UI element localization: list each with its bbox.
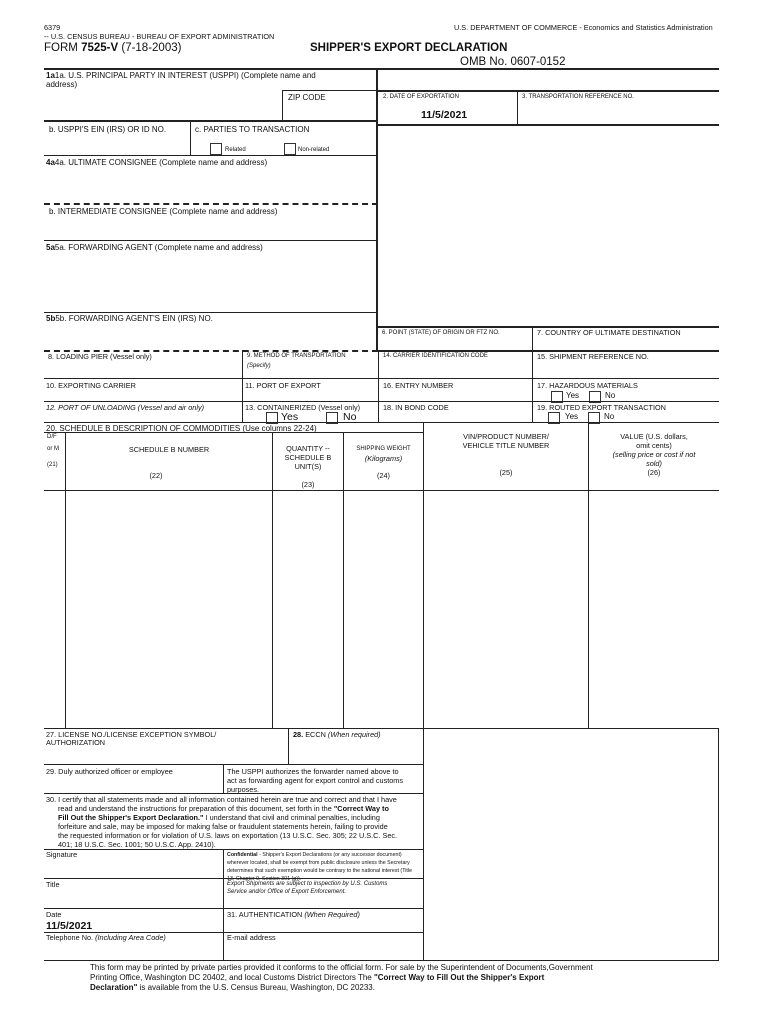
field-5a-label: 5a5a. FORWARDING AGENT (Complete name and address) bbox=[46, 243, 263, 252]
confidential-notice: Confidential - Shipper's Export Declarations (or any successor document) wherever located, shall be exempt from public disclosure unless the Secretary determines that such exemption would be contrary to the national interest (Title 13, Chapter 9, Section 301 (g)). bbox=[227, 852, 412, 882]
col-line-weight bbox=[423, 422, 424, 960]
containerized-no-label: No bbox=[343, 411, 357, 423]
field-15-label: 15. SHIPMENT REFERENCE NO. bbox=[537, 352, 649, 361]
col-df-3: (21) bbox=[47, 462, 58, 468]
signature-field[interactable] bbox=[44, 860, 222, 878]
footer-notice: This form may be printed by private parties provided it conforms to the official form. For sale by the Superintendent of Documents,Government Printing Office, Washington DC 20402, and local Customs District Directors The "Correct Way to Fill Out the Shipper's Export Declaration" is available from the U.S. Census Bureau, Washington, DC 20233. bbox=[90, 963, 593, 992]
col-qty-3: UNIT(S) bbox=[294, 462, 322, 471]
field-20-label: 20. SCHEDULE B DESCRIPTION OF COMMODITIES (Use columns 22-24) bbox=[46, 424, 317, 433]
field-11-label: 11. PORT OF EXPORT bbox=[245, 381, 321, 390]
field-1c-label: c. PARTIES TO TRANSACTION bbox=[195, 125, 310, 134]
line-27-top bbox=[44, 728, 719, 729]
col-schedb-num: (22) bbox=[149, 471, 163, 480]
form-prefix: FORM bbox=[44, 42, 78, 54]
top-border bbox=[44, 68, 719, 70]
field-1b-label: b. USPPI'S EIN (IRS) OR ID NO. bbox=[49, 125, 167, 134]
col-schedb-label: SCHEDULE B NUMBER bbox=[128, 445, 210, 454]
hazardous-yes-label: Yes bbox=[566, 391, 580, 400]
line-20-header-bottom bbox=[44, 432, 423, 433]
col-value-2: omit cents) bbox=[636, 441, 672, 450]
line-20-top bbox=[44, 422, 719, 423]
field-6-label: 6. POINT (STATE) OF ORIGIN OR FTZ NO. bbox=[382, 330, 500, 336]
non-related-label: Non-related bbox=[298, 147, 330, 153]
form-number bbox=[44, 42, 181, 55]
col-vin-1: VIN/PRODUCT NUMBER/ bbox=[463, 432, 549, 441]
field-16-label: 16. ENTRY NUMBER bbox=[383, 381, 454, 390]
col-value-3: (selling price or cost if not bbox=[612, 450, 696, 459]
field-4b-label: b. INTERMEDIATE CONSIGNEE (Complete name and address) bbox=[49, 207, 278, 216]
line-1b-divider bbox=[190, 120, 191, 155]
schedule-b-number-cell[interactable] bbox=[66, 491, 271, 727]
date-label: Date bbox=[46, 910, 62, 919]
routed-yes-label: Yes bbox=[565, 412, 579, 421]
zip-left-line bbox=[282, 90, 283, 120]
line-10-top bbox=[44, 378, 719, 379]
col-value-num: (26) bbox=[647, 468, 661, 477]
center-divider bbox=[376, 68, 378, 352]
field-3-label: 3. TRANSPORTATION REFERENCE NO. bbox=[522, 94, 634, 100]
field-19-label: 19. ROUTED EXPORT TRANSACTION bbox=[537, 403, 666, 412]
non-related-checkbox[interactable] bbox=[284, 143, 296, 155]
col-df-1: D/F bbox=[47, 434, 57, 440]
field-18-label: 18. IN BOND CODE bbox=[383, 403, 449, 412]
field-7-label: 7. COUNTRY OF ULTIMATE DESTINATION bbox=[537, 328, 681, 337]
title-label: Title bbox=[46, 880, 60, 889]
col-qty-num: (23) bbox=[301, 480, 315, 489]
agency-name: -- U.S. CENSUS BUREAU - BUREAU OF EXPORT ADMINISTRATION bbox=[44, 32, 275, 41]
email-label: E-mail address bbox=[227, 933, 276, 942]
line-27-28-divider bbox=[288, 728, 289, 764]
col-vin-2: VEHICLE TITLE NUMBER bbox=[462, 441, 550, 450]
dashed-line-4 bbox=[44, 203, 378, 205]
col-value-4: sold) bbox=[646, 459, 662, 468]
line-signature-divider bbox=[223, 849, 224, 960]
field-31-label: 31. AUTHENTICATION (When Required) bbox=[227, 910, 360, 919]
field-17-label: 17. HAZARDOUS MATERIALS bbox=[537, 381, 638, 390]
col-vin-num: (25) bbox=[499, 468, 513, 477]
field-9-label: 9. METHOD OF TRANSPORTATION bbox=[247, 353, 346, 359]
field-29-text: The USPPI authorizes the forwarder named above to act as forwarding agent for export control and customs purposes. bbox=[227, 767, 404, 794]
line-2-bottom bbox=[376, 124, 719, 126]
line-signature-top bbox=[44, 849, 423, 850]
field-4a-label: 4a4a. ULTIMATE CONSIGNEE (Complete name and address) bbox=[46, 158, 268, 167]
line-6-7-divider bbox=[532, 326, 533, 352]
line-date-top bbox=[44, 908, 423, 909]
col-weight-1: SHIPPING WEIGHT bbox=[356, 446, 411, 452]
bottom-border bbox=[44, 960, 719, 961]
col-value-1: VALUE (U.S. dollars, bbox=[620, 432, 688, 441]
form-date: (7-18-2003) bbox=[121, 42, 182, 54]
line-2-top bbox=[376, 90, 719, 92]
department-name: U.S. DEPARTMENT OF COMMERCE - Economics and Statistics Administration bbox=[454, 23, 713, 32]
field-2-label: 2. DATE OF EXPORTATION bbox=[383, 94, 459, 100]
line-9-14-divider bbox=[378, 350, 379, 422]
line-30-top bbox=[44, 793, 423, 794]
containerized-yes-label: Yes bbox=[281, 411, 299, 423]
line-1a-bottom bbox=[44, 120, 378, 122]
line-2-3-divider bbox=[517, 90, 518, 124]
zip-label: ZIP CODE bbox=[288, 93, 326, 102]
col-qty-2: SCHEDULE B bbox=[284, 453, 332, 462]
omb-number: OMB No. 0607-0152 bbox=[460, 56, 566, 68]
related-checkbox[interactable] bbox=[210, 143, 222, 155]
signature-label: Signature bbox=[46, 850, 78, 859]
field-13-label: 13. CONTAINERIZED (Vessel only) bbox=[245, 403, 361, 412]
form-code: 6379 bbox=[44, 23, 61, 32]
zip-top-line bbox=[282, 90, 377, 91]
right-border-bottom bbox=[718, 728, 719, 960]
page-title: SHIPPER'S EXPORT DECLARATION bbox=[310, 42, 508, 54]
line-title-top bbox=[44, 878, 423, 879]
col-line-schedb bbox=[272, 432, 273, 728]
field-27-label: 27. LICENSE NO./LICENSE EXCEPTION SYMBOL/ AUTHORIZATION bbox=[46, 730, 217, 748]
line-10-11-divider bbox=[242, 378, 243, 422]
field-8-label: 8. LOADING PIER (Vessel only) bbox=[48, 352, 152, 361]
col-weight-2: (Kilograms) bbox=[364, 454, 403, 463]
line-14-15-divider bbox=[532, 350, 533, 422]
line-29-top bbox=[44, 764, 423, 765]
line-4b-bottom bbox=[44, 240, 377, 241]
field-30-text: 30. I certify that all statements made and all information contained herein are true and correct and that I have read and understand the instructions for preparation of this document, set forth in the "Correct Way to Fill Out the Shipper's Export Declaration." I understand that civil and criminal penalties, including forfeiture and sale, may be imposed for making false or fraudulent statements herein, failing to provide the requested information or for violation of U.S. laws on exportation (13 U.S.C. Sec. 305; 22 U.S.C. Sec. 401; 18 U.S.C. Sec. 1001; 50 U.S.C. App. 2410). bbox=[46, 795, 398, 849]
field-10-label: 10. EXPORTING CARRIER bbox=[46, 381, 136, 390]
line-12-top bbox=[44, 401, 719, 402]
field-5b-label: 5b5b. FORWARDING AGENT'S EIN (IRS) NO. bbox=[46, 314, 213, 323]
line-8-9-divider bbox=[242, 350, 243, 378]
hazardous-no-label: No bbox=[605, 391, 616, 400]
value-cell[interactable] bbox=[589, 491, 718, 727]
date-of-exportation-value[interactable]: 11/5/2021 bbox=[421, 109, 468, 121]
line-29-divider bbox=[223, 764, 224, 793]
date-value[interactable]: 11/5/2021 bbox=[46, 920, 93, 932]
inspection-notice: Export Shipments are subject to inspection by U.S. Customs Service and/or Office of Export Enforcement. bbox=[227, 881, 388, 895]
routed-no-label: No bbox=[604, 412, 615, 421]
line-1b-bottom bbox=[44, 155, 377, 156]
field-29-label: 29. Duly authorized officer or employee bbox=[46, 767, 173, 776]
related-label: Related bbox=[225, 147, 246, 153]
field-28-label: 28. ECCN (When required) bbox=[293, 730, 381, 739]
col-qty-1: QUANTITY -- bbox=[286, 444, 330, 453]
field-14-label: 14. CARRIER IDENTIFICATION CODE bbox=[383, 353, 488, 359]
form-number-value: 7525-V bbox=[81, 42, 119, 54]
col-weight-num: (24) bbox=[377, 471, 390, 480]
col-df-2: or M bbox=[47, 446, 59, 452]
field-1a-label: 1a1a. U.S. PRINCIPAL PARTY IN INTEREST (USPPI) (Complete name and address) bbox=[46, 71, 316, 90]
line-5a-bottom bbox=[44, 312, 377, 313]
telephone-label: Telephone No. (Including Area Code) bbox=[46, 933, 166, 942]
field-9-sub: (Specify) bbox=[247, 363, 271, 369]
field-12-label: 12. PORT OF UNLOADING (Vessel and air only) bbox=[46, 403, 205, 412]
